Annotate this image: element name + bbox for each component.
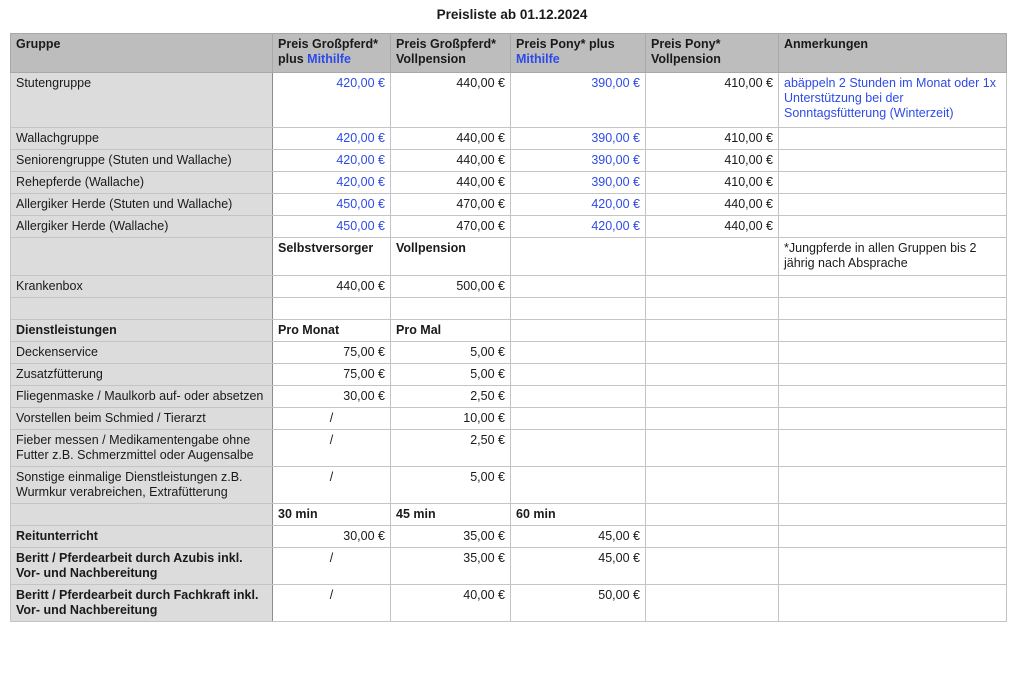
price-cell: 470,00 €: [391, 194, 511, 216]
empty-cell: [646, 548, 779, 585]
empty-cell: [511, 364, 646, 386]
price-cell: 440,00 €: [273, 276, 391, 298]
empty-cell: [779, 548, 1007, 585]
riding-header-row: [11, 504, 1007, 526]
header-pony-mithilfe: [511, 34, 646, 73]
empty-cell: [11, 238, 273, 276]
service-name: Zusatzfütterung: [11, 364, 273, 386]
empty-cell: [646, 320, 779, 342]
price-cell: 440,00 €: [391, 172, 511, 194]
table-row: [11, 430, 1007, 467]
price-cell: 2,50 €: [391, 430, 511, 467]
empty-cell: [511, 298, 646, 320]
note-cell: [779, 128, 1007, 150]
price-cell: 410,00 €: [646, 128, 779, 150]
subheader-vollpension: Vollpension: [391, 238, 511, 276]
section-title-dienstleistungen: Dienstleistungen: [11, 320, 273, 342]
page-title: Preisliste ab 01.12.2024: [436, 7, 588, 22]
subheader-45-min: 45 min: [391, 504, 511, 526]
price-cell: 410,00 €: [646, 150, 779, 172]
price-cell: 50,00 €: [511, 585, 646, 622]
empty-cell: [646, 526, 779, 548]
table-row: [11, 150, 1007, 172]
header-gruppe: Gruppe: [11, 34, 273, 73]
price-cell: /: [273, 408, 391, 430]
price-cell: 450,00 €: [273, 216, 391, 238]
empty-cell: [511, 238, 646, 276]
price-cell: 35,00 €: [391, 526, 511, 548]
empty-cell: [779, 342, 1007, 364]
row-label: Krankenbox: [11, 276, 273, 298]
price-cell: 410,00 €: [646, 73, 779, 128]
table-header-row: [11, 34, 1007, 73]
price-cell: /: [273, 548, 391, 585]
table-row: [11, 73, 1007, 128]
price-cell: 5,00 €: [391, 364, 511, 386]
price-table: [10, 33, 1007, 622]
price-cell: 390,00 €: [511, 73, 646, 128]
table-row: [11, 276, 1007, 298]
table-row: [11, 194, 1007, 216]
empty-cell: [511, 276, 646, 298]
empty-cell: [646, 386, 779, 408]
price-cell: 45,00 €: [511, 548, 646, 585]
note-cell: [779, 150, 1007, 172]
group-name: Wallachgruppe: [11, 128, 273, 150]
empty-cell: [646, 408, 779, 430]
price-cell: 420,00 €: [273, 172, 391, 194]
empty-cell: [646, 430, 779, 467]
price-cell: 500,00 €: [391, 276, 511, 298]
empty-cell: [779, 276, 1007, 298]
service-name: Vorstellen beim Schmied / Tierarzt: [11, 408, 273, 430]
service-name: Fliegenmaske / Maulkorb auf- oder absetzen: [11, 386, 273, 408]
empty-cell: [779, 320, 1007, 342]
empty-cell: [511, 320, 646, 342]
price-cell: 10,00 €: [391, 408, 511, 430]
price-cell: 420,00 €: [273, 73, 391, 128]
price-cell: 420,00 €: [273, 150, 391, 172]
table-row: [11, 216, 1007, 238]
box-header-row: [11, 238, 1007, 276]
table-row: [11, 526, 1007, 548]
note-cell: [779, 194, 1007, 216]
price-cell: 450,00 €: [273, 194, 391, 216]
table-row: [11, 386, 1007, 408]
price-cell: 5,00 €: [391, 342, 511, 364]
empty-cell: [646, 238, 779, 276]
empty-cell: [646, 585, 779, 622]
price-cell: 45,00 €: [511, 526, 646, 548]
riding-name: Beritt / Pferdearbeit durch Azubis inkl. Vor- und Nachbereitung: [11, 548, 273, 585]
empty-cell: [511, 342, 646, 364]
empty-cell: [779, 408, 1007, 430]
table-row: [11, 128, 1007, 150]
price-cell: /: [273, 467, 391, 504]
header-text: Preis Pony* plus: [516, 37, 615, 51]
note-cell: [779, 172, 1007, 194]
price-cell: /: [273, 585, 391, 622]
price-cell: 440,00 €: [391, 150, 511, 172]
empty-cell: [646, 467, 779, 504]
empty-cell: [511, 408, 646, 430]
empty-cell: [511, 386, 646, 408]
price-cell: 75,00 €: [273, 342, 391, 364]
price-cell: 30,00 €: [273, 386, 391, 408]
table-row: [11, 548, 1007, 585]
price-cell: 440,00 €: [646, 194, 779, 216]
subheader-pro-mal: Pro Mal: [391, 320, 511, 342]
empty-cell: [646, 504, 779, 526]
group-name: Stutengruppe: [11, 73, 273, 128]
price-cell: 420,00 €: [511, 194, 646, 216]
empty-cell: [779, 504, 1007, 526]
header-text: plus: [278, 52, 308, 66]
note-cell: abäppeln 2 Stunden im Monat oder 1x Unterstützung bei der Sonntagsfütterung (Winterzeit): [779, 73, 1007, 128]
service-name: Deckenservice: [11, 342, 273, 364]
header-gp-vollpension: [391, 34, 511, 73]
price-cell: 2,50 €: [391, 386, 511, 408]
price-cell: 410,00 €: [646, 172, 779, 194]
table-row: [11, 172, 1007, 194]
header-pony-vollpension: [646, 34, 779, 73]
price-cell: 35,00 €: [391, 548, 511, 585]
price-cell: 30,00 €: [273, 526, 391, 548]
price-cell: 390,00 €: [511, 150, 646, 172]
empty-cell: [391, 298, 511, 320]
group-name: Seniorengruppe (Stuten und Wallache): [11, 150, 273, 172]
empty-cell: [11, 504, 273, 526]
service-name: Fieber messen / Medikamentengabe ohne Futter z.B. Schmerzmittel oder Augensalbe: [11, 430, 273, 467]
price-cell: 420,00 €: [273, 128, 391, 150]
header-text: Preis Großpferd*: [278, 37, 379, 51]
empty-cell: [646, 276, 779, 298]
price-cell: 390,00 €: [511, 128, 646, 150]
table-row: [11, 585, 1007, 622]
table-row: [11, 408, 1007, 430]
header-gp-mithilfe: [273, 34, 391, 73]
group-name: Allergiker Herde (Stuten und Wallache): [11, 194, 273, 216]
group-name: Rehepferde (Wallache): [11, 172, 273, 194]
price-cell: /: [273, 430, 391, 467]
header-anmerkungen: Anmerkungen: [779, 34, 1007, 73]
riding-name: Reitunterricht: [11, 526, 273, 548]
empty-cell: [511, 467, 646, 504]
empty-cell: [646, 298, 779, 320]
price-cell: 75,00 €: [273, 364, 391, 386]
mithilfe-label: Mithilfe: [516, 52, 560, 66]
price-cell: 420,00 €: [511, 216, 646, 238]
price-cell: 440,00 €: [646, 216, 779, 238]
subheader-pro-monat: Pro Monat: [273, 320, 391, 342]
empty-cell: [779, 467, 1007, 504]
empty-cell: [779, 526, 1007, 548]
header-text: Vollpension: [396, 52, 466, 66]
price-cell: 440,00 €: [391, 73, 511, 128]
empty-cell: [779, 585, 1007, 622]
price-cell: 40,00 €: [391, 585, 511, 622]
price-cell: 390,00 €: [511, 172, 646, 194]
mithilfe-label: Mithilfe: [307, 52, 351, 66]
price-cell: 440,00 €: [391, 128, 511, 150]
empty-cell: [779, 298, 1007, 320]
note-cell: [779, 216, 1007, 238]
subheader-60-min: 60 min: [511, 504, 646, 526]
empty-cell: [511, 430, 646, 467]
subheader-selbstversorger: Selbstversorger: [273, 238, 391, 276]
empty-row: [11, 298, 1007, 320]
price-cell: 5,00 €: [391, 467, 511, 504]
services-header-row: [11, 320, 1007, 342]
table-row: [11, 364, 1007, 386]
empty-cell: [11, 298, 273, 320]
header-text: Preis Pony*: [651, 37, 721, 51]
group-name: Allergiker Herde (Wallache): [11, 216, 273, 238]
riding-name: Beritt / Pferdearbeit durch Fachkraft inkl. Vor- und Nachbereitung: [11, 585, 273, 622]
header-text: Vollpension: [651, 52, 721, 66]
note-cell: *Jungpferde in allen Gruppen bis 2 jährig nach Absprache: [779, 238, 1007, 276]
subheader-30-min: 30 min: [273, 504, 391, 526]
empty-cell: [646, 364, 779, 386]
empty-cell: [779, 386, 1007, 408]
table-row: [11, 467, 1007, 504]
empty-cell: [273, 298, 391, 320]
empty-cell: [646, 342, 779, 364]
table-row: [11, 342, 1007, 364]
price-cell: 470,00 €: [391, 216, 511, 238]
empty-cell: [779, 364, 1007, 386]
empty-cell: [779, 430, 1007, 467]
service-name: Sonstige einmalige Dienstleistungen z.B. Wurmkur verabreichen, Extrafütterung: [11, 467, 273, 504]
header-text: Preis Großpferd*: [396, 37, 497, 51]
